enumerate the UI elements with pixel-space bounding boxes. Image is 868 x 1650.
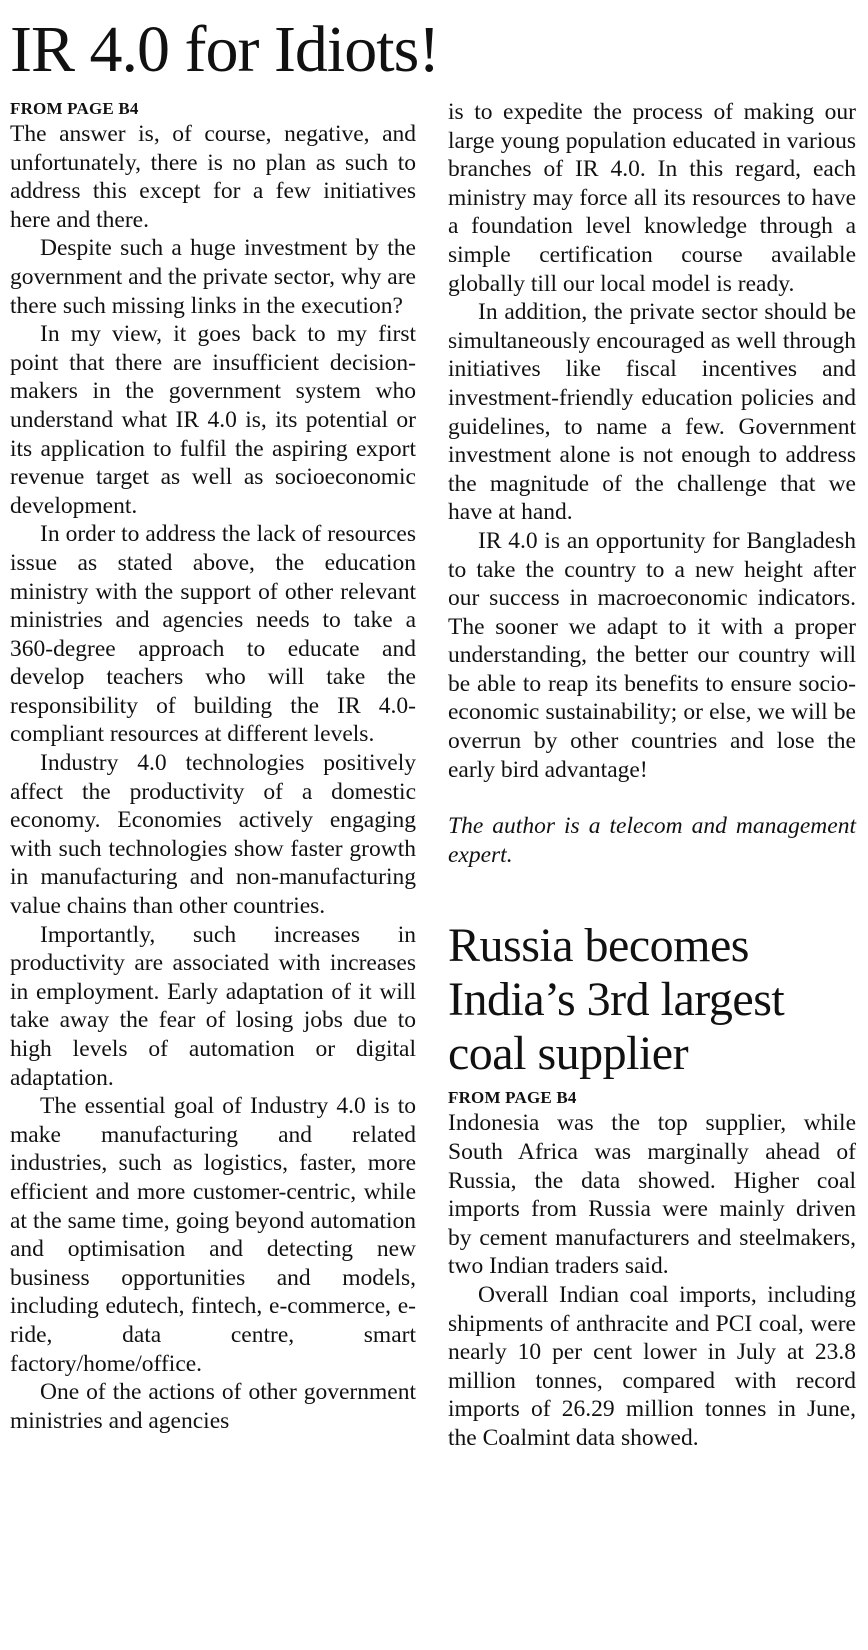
body-paragraph: Overall Indian coal imports, including shipments of anthracite and PCI coal, were nearly 10 per cent lower in July at 23.8 million tonnes, compared with record imports of 26.29 million tonnes in June, the Coalmint data showed.	[448, 1282, 856, 1451]
continued-from-label: FROM PAGE B4	[448, 1088, 577, 1108]
body-paragraph: is to expedite the process of making our large young population educated in various branches of IR 4.0. In this regard, each ministry may force all its resources to have a foundation level knowledge through a simple certification course available globally till our local model is ready.	[448, 99, 856, 297]
body-paragraph: In my view, it goes back to my first point that there are insufficient decision-makers in the government system who understand what IR 4.0 is, its potential or its application to fulfil the aspiring export revenue target as well as socioeconomic development.	[10, 321, 416, 519]
author-byline: The author is a telecom and management expert.	[448, 813, 856, 868]
left-column	[10, 98, 416, 1435]
body-paragraph: IR 4.0 is an opportunity for Bangladesh to take the country to a new height after our success in macroeconomic indicators. The sooner we adapt to it with a proper understanding, the better our country will be able to reap its benefits to ensure socio-economic sustainability; or else, we will be overrun by other countries and lose the early bird advantage!	[448, 527, 856, 783]
body-paragraph: Industry 4.0 technologies positively affect the productivity of a domestic economy. Economies actively engaging with such technologies show faster growth in manufacturing and non-manufacturing value chains than other countries.	[10, 750, 416, 920]
right-column	[448, 98, 856, 1453]
body-paragraph: The answer is, of course, negative, and unfortunately, there is no plan as such to address this except for a few initiatives here and there.	[10, 121, 416, 233]
body-paragraph: Indonesia was the top supplier, while South Africa was marginally ahead of Russia, the data showed. Higher coal imports from Russia were mainly driven by cement manufacturers and steelmakers, two Indian traders said.	[448, 1110, 856, 1280]
article-headline: IR 4.0 for Idiots!	[10, 13, 440, 86]
body-paragraph: In addition, the private sector should be simultaneously encouraged as well through initiatives like fiscal incentives and investment-friendly education policies and guidelines, to name a few. Government investment alone is not enough to address the magnitude of the challenge that we have at hand.	[448, 299, 856, 526]
body-paragraph: Importantly, such increases in productivity are associated with increases in employment. Early adaptation of it will take away the fear of losing jobs due to high levels of automation or digital adaptation.	[10, 921, 416, 1091]
body-paragraph: In order to address the lack of resources issue as stated above, the education ministry with the support of other relevant ministries and agencies needs to take a 360-degree approach to educate and develop teachers who will take the responsibility of building the IR 4.0-compliant resources at different levels.	[10, 521, 416, 748]
second-article-headline: Russia becomes India’s 3rd largest coal supplier	[448, 919, 785, 1081]
body-paragraph: The essential goal of Industry 4.0 is to make manufacturing and related industries, such as logistics, faster, more efficient and more customer-centric, while at the same time, going beyond automation and optimisation and detecting new business opportunities and models, including edutech, fintech, e-commerce, e-ride, data centre, smart factory/home/office.	[10, 1093, 416, 1377]
body-paragraph: One of the actions of other government ministries and agencies	[10, 1379, 416, 1434]
continued-from-label: FROM PAGE B4	[10, 99, 139, 118]
body-paragraph: Despite such a huge investment by the government and the private sector, why are there such missing links in the execution?	[10, 235, 416, 319]
